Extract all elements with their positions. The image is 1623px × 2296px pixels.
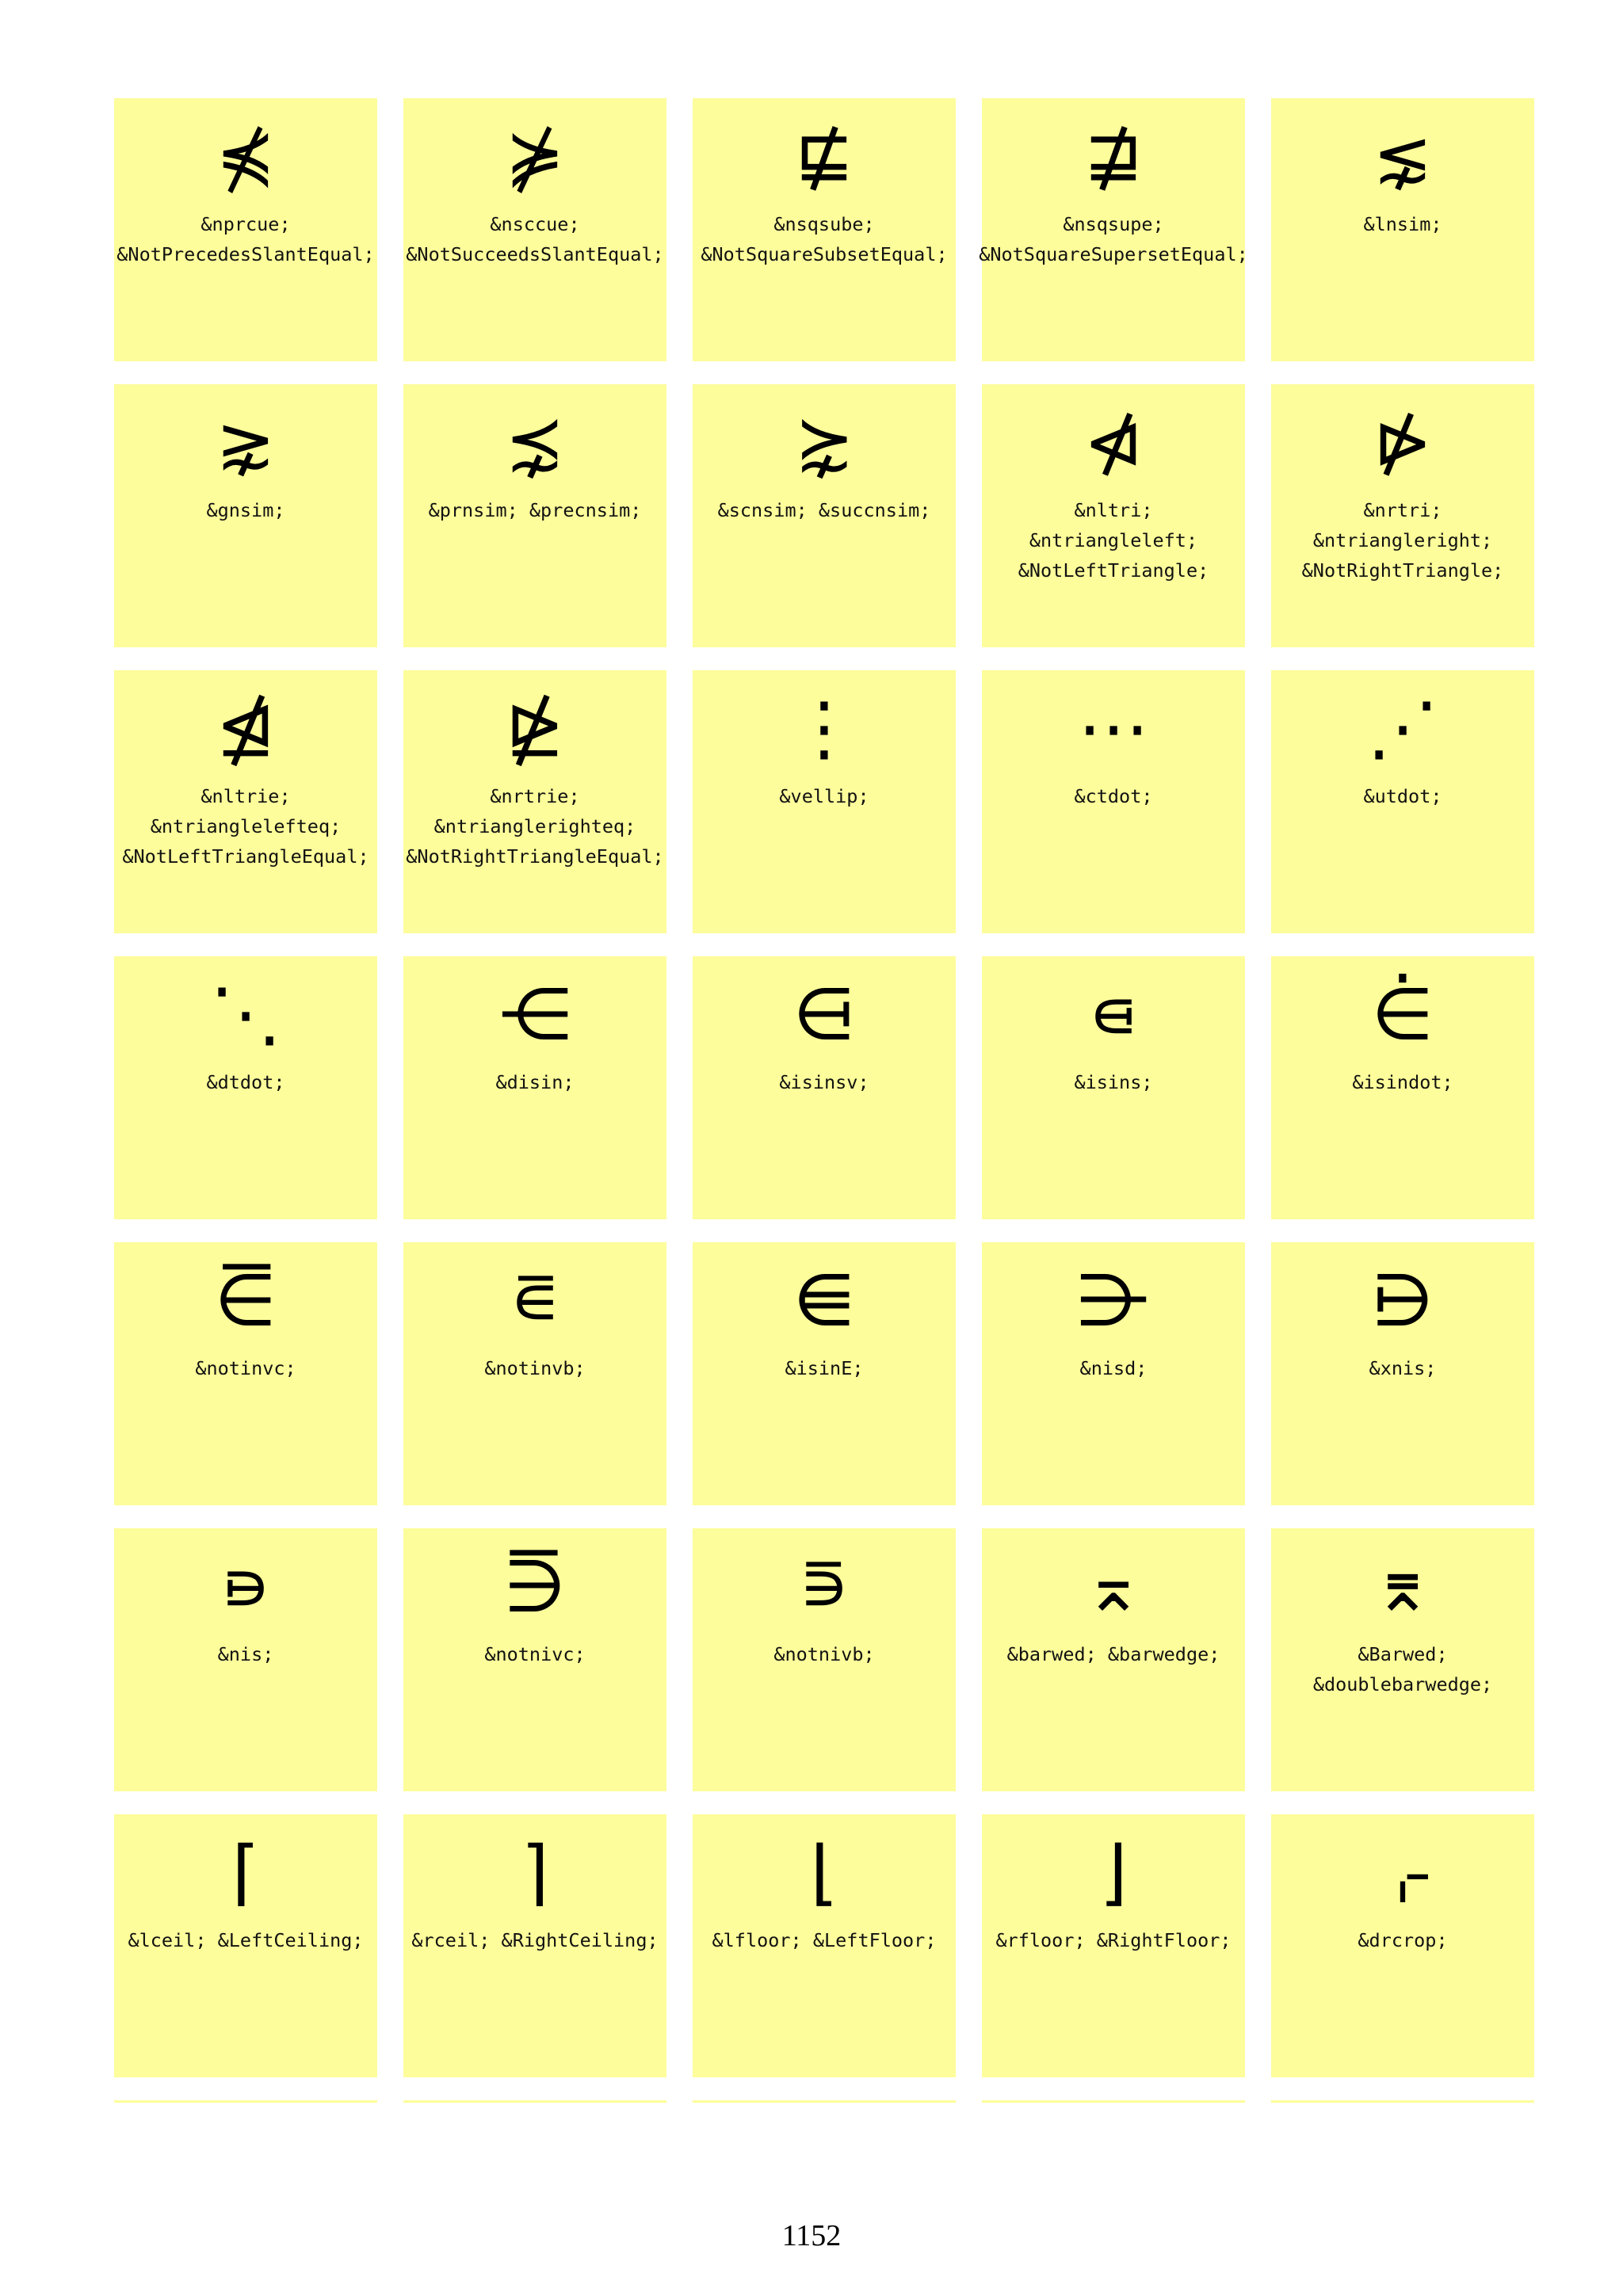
entity-glyph: ⌈ — [231, 1831, 260, 1914]
entity-names: &utdot; — [1363, 785, 1442, 807]
entity-card — [114, 1814, 377, 2077]
entity-glyph: ⋱ — [210, 973, 281, 1056]
entity-names: &nltri; &ntriangleleft; &NotLeftTriangle; — [1018, 499, 1209, 582]
entity-names: &xnis; — [1369, 1357, 1437, 1379]
entity-names: &lceil; &LeftCeiling; — [128, 1929, 364, 1951]
entity-card — [1271, 1528, 1534, 1791]
entity-names: &nisd; — [1079, 1357, 1148, 1379]
entity-card — [114, 384, 377, 647]
entity-card — [982, 2100, 1245, 2103]
entity-card — [403, 1528, 666, 1791]
entity-card — [693, 2100, 956, 2103]
entity-grid — [114, 98, 1534, 2103]
entity-card — [693, 956, 956, 1219]
entity-names: &nsccue; &NotSucceedsSlantEqual; — [406, 213, 664, 265]
page-number: 1152 — [781, 2219, 842, 2252]
entity-names: &prnsim; &precnsim; — [428, 499, 642, 521]
entity-glyph: ⋳ — [792, 973, 856, 1056]
entity-glyph: ⋷ — [509, 1259, 561, 1342]
entity-card — [403, 956, 666, 1219]
entity-card — [693, 1242, 956, 1505]
entity-glyph: ⋪ — [1083, 401, 1144, 484]
entity-names: &isindot; — [1352, 1071, 1453, 1093]
entity-glyph: ⋻ — [1371, 1259, 1434, 1342]
entity-card — [982, 1528, 1245, 1791]
entity-card — [403, 1814, 666, 2077]
entity-names: &nrtrie; &ntrianglerighteq; &NotRightTriangleEqual; — [406, 785, 664, 868]
entity-card — [982, 956, 1245, 1219]
entity-card — [114, 1528, 377, 1791]
entity-card — [693, 1528, 956, 1791]
entity-glyph: ⌆ — [1373, 1545, 1433, 1628]
entity-card — [693, 384, 956, 647]
entity-glyph: ⋡ — [505, 115, 565, 198]
entity-names: &nsqsube; &NotSquareSubsetEqual; — [701, 213, 948, 265]
entity-names: &isinE; — [785, 1357, 864, 1379]
entity-glyph: ⋢ — [794, 115, 854, 198]
entity-names: &notnivb; — [773, 1643, 875, 1665]
entity-names: &lnsim; — [1363, 213, 1442, 235]
entity-glyph: ⌋ — [1099, 1831, 1128, 1914]
entity-names: &nrtri; &ntriangleright; &NotRightTriangle; — [1301, 499, 1504, 582]
entity-names: &ctdot; — [1074, 785, 1153, 807]
entity-glyph: ⋦ — [1373, 115, 1433, 198]
entity-card — [1271, 384, 1534, 647]
entity-card — [114, 98, 377, 361]
entity-card — [1271, 98, 1534, 361]
entity-glyph: ⋠ — [216, 115, 276, 198]
entity-card — [1271, 2100, 1534, 2103]
entity-glyph: ⋺ — [1078, 1259, 1149, 1342]
entity-card — [982, 670, 1245, 933]
entity-names: &notnivc; — [484, 1643, 586, 1665]
entity-card — [693, 98, 956, 361]
entity-card — [403, 670, 666, 933]
entity-glyph: ⋴ — [1087, 973, 1140, 1056]
entity-names: &lfloor; &LeftFloor; — [712, 1929, 937, 1951]
entity-names: &nsqsupe; &NotSquareSupersetEqual; — [979, 213, 1248, 265]
entity-names: &gnsim; — [206, 499, 285, 521]
entity-card — [979, 98, 1248, 361]
entity-names: &barwed; &barwedge; — [1006, 1643, 1220, 1665]
entity-names: &notinvb; — [484, 1357, 586, 1379]
entity-glyph: ⋵ — [1371, 973, 1434, 1056]
entity-names: &rfloor; &RightFloor; — [995, 1929, 1232, 1951]
entity-names: &drcrop; — [1358, 1929, 1448, 1951]
entity-card — [403, 1242, 666, 1505]
entity-card — [114, 956, 377, 1219]
entity-names: &nltrie; &ntrianglelefteq; &NotLeftTriangleEqual; — [122, 785, 369, 868]
entity-glyph: ⌉ — [521, 1831, 549, 1914]
entity-card — [982, 384, 1245, 647]
entity-glyph: ⋾ — [798, 1545, 850, 1628]
entity-card — [403, 98, 666, 361]
entity-card — [982, 1242, 1245, 1505]
entity-card — [114, 2100, 377, 2103]
entity-glyph: ⋰ — [1367, 687, 1438, 770]
entity-names: &vellip; — [779, 785, 869, 807]
entity-glyph: ⋬ — [216, 687, 276, 770]
entity-card — [1271, 956, 1534, 1219]
entity-card — [1271, 670, 1534, 933]
entity-names: &nis; — [217, 1643, 274, 1665]
entity-card — [403, 384, 666, 647]
entity-glyph: ⋶ — [214, 1259, 277, 1342]
entity-glyph: ⋮ — [789, 687, 860, 770]
entity-names: &Barwed; &doublebarwedge; — [1312, 1643, 1493, 1695]
entity-card — [114, 1242, 377, 1505]
entity-names: &isinsv; — [779, 1071, 869, 1093]
entity-names: &isins; — [1074, 1071, 1153, 1093]
entity-glyph: ⋭ — [505, 687, 565, 770]
entity-glyph: ⋧ — [216, 401, 276, 484]
entity-glyph: ⋩ — [794, 401, 854, 484]
entity-names: &scnsim; &succnsim; — [717, 499, 931, 521]
entity-names: &nprcue; &NotPrecedesSlantEqual; — [116, 213, 375, 265]
entity-glyph: ⌌ — [1373, 1831, 1432, 1914]
entity-glyph: ⋽ — [503, 1545, 567, 1628]
entity-glyph: ⌅ — [1083, 1545, 1144, 1628]
entity-card — [403, 2100, 666, 2103]
entity-glyph: ⋨ — [505, 401, 565, 484]
entity-glyph: ⋫ — [1373, 401, 1433, 484]
entity-names: &disin; — [495, 1071, 575, 1093]
entity-glyph: ⋣ — [1083, 115, 1144, 198]
entity-glyph: ⋲ — [499, 973, 571, 1056]
entity-card — [693, 670, 956, 933]
entity-card — [1271, 1242, 1534, 1505]
entity-card — [114, 670, 377, 933]
entity-glyph: ⋯ — [1078, 687, 1149, 770]
entity-names: &rceil; &RightCeiling; — [411, 1929, 659, 1951]
entity-card — [982, 1814, 1245, 2077]
entity-names: &dtdot; — [206, 1071, 285, 1093]
entity-card — [1271, 1814, 1534, 2077]
entity-glyph: ⌊ — [810, 1831, 838, 1914]
entity-names: &notinvc; — [195, 1357, 296, 1379]
entity-glyph: ⋼ — [220, 1545, 272, 1628]
entity-card — [693, 1814, 956, 2077]
entity-glyph: ⋹ — [792, 1259, 856, 1342]
